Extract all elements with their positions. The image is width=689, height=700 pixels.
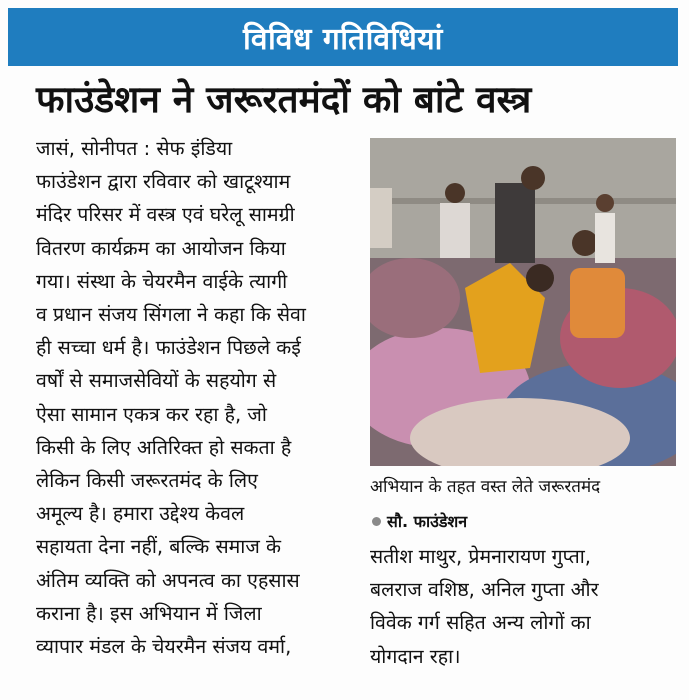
right-body-line-3: विवेक गर्ग सहित अन्य लोगों का	[370, 611, 591, 635]
body-line-15: कराना है। इस अभियान में जिला	[36, 601, 262, 625]
body-line-9: ऐसा सामान एकत्र कर रहा है, जो	[36, 402, 267, 426]
right-body-line-4: योगदान रहा।	[370, 644, 461, 668]
body-line-2: फाउंडेशन द्वारा रविवार को खाटूश्याम	[36, 170, 291, 194]
section-title: विविध गतिविधियां	[243, 21, 443, 57]
body-line-5: गया। संस्था के चेयरमैन वाईके त्यागी	[36, 269, 288, 293]
body-line-12: अमूल्य है। हमारा उद्देश्य केवल	[36, 502, 245, 526]
photo-credit	[372, 510, 672, 532]
photo-illustration	[370, 138, 676, 466]
right-body-line-2: बलराज वशिष्ठ, अनिल गुप्ता और	[370, 578, 599, 602]
body-line-11: लेकिन किसी जरूरतमंद के लिए	[36, 469, 258, 493]
dateline-line: जासं, सोनीपत : सेफ इंडिया	[36, 137, 233, 160]
body-line-8: वर्षों से समाजसेवियों के सहयोग से	[36, 369, 277, 393]
news-photo	[370, 138, 676, 466]
body-line-16: व्यापार मंडल के चेयरमैन संजय वर्मा,	[36, 635, 292, 659]
body-line-7: ही सच्चा धर्म है। फाउंडेशन पिछले कई	[36, 336, 301, 360]
article-headline: फाउंडेशन ने जरूरतमंदों को बांटे वस्त्र	[36, 78, 532, 121]
body-line-10: किसी के लिए अतिरिक्त हो सकता है	[36, 435, 292, 459]
bullet-dot-icon	[372, 517, 381, 526]
article-body-left-column	[36, 132, 356, 663]
body-line-3: मंदिर परिसर में वस्त्र एवं घरेलू सामग्री	[36, 203, 295, 227]
body-line-4: वितरण कार्यक्रम का आयोजन किया	[36, 236, 286, 260]
photo-credit-text: सौ. फाउंडेशन	[387, 512, 468, 531]
body-line-1	[36, 132, 356, 165]
body-line-14: अंतिम व्यक्ति को अपनत्व का एहसास	[36, 568, 300, 592]
body-line-13: सहायता देना नहीं, बल्कि समाज के	[36, 535, 282, 559]
right-body-line-1: सतीश माथुर, प्रेमनारायण गुप्ता,	[370, 545, 591, 568]
article-body-right-column	[370, 540, 680, 673]
photo-caption: अभियान के तहत वस्त लेते जरूरतमंद	[370, 477, 601, 497]
body-line-6: व प्रधान संजय सिंगला ने कहा कि सेवा	[36, 303, 306, 327]
section-header-band	[8, 8, 678, 66]
